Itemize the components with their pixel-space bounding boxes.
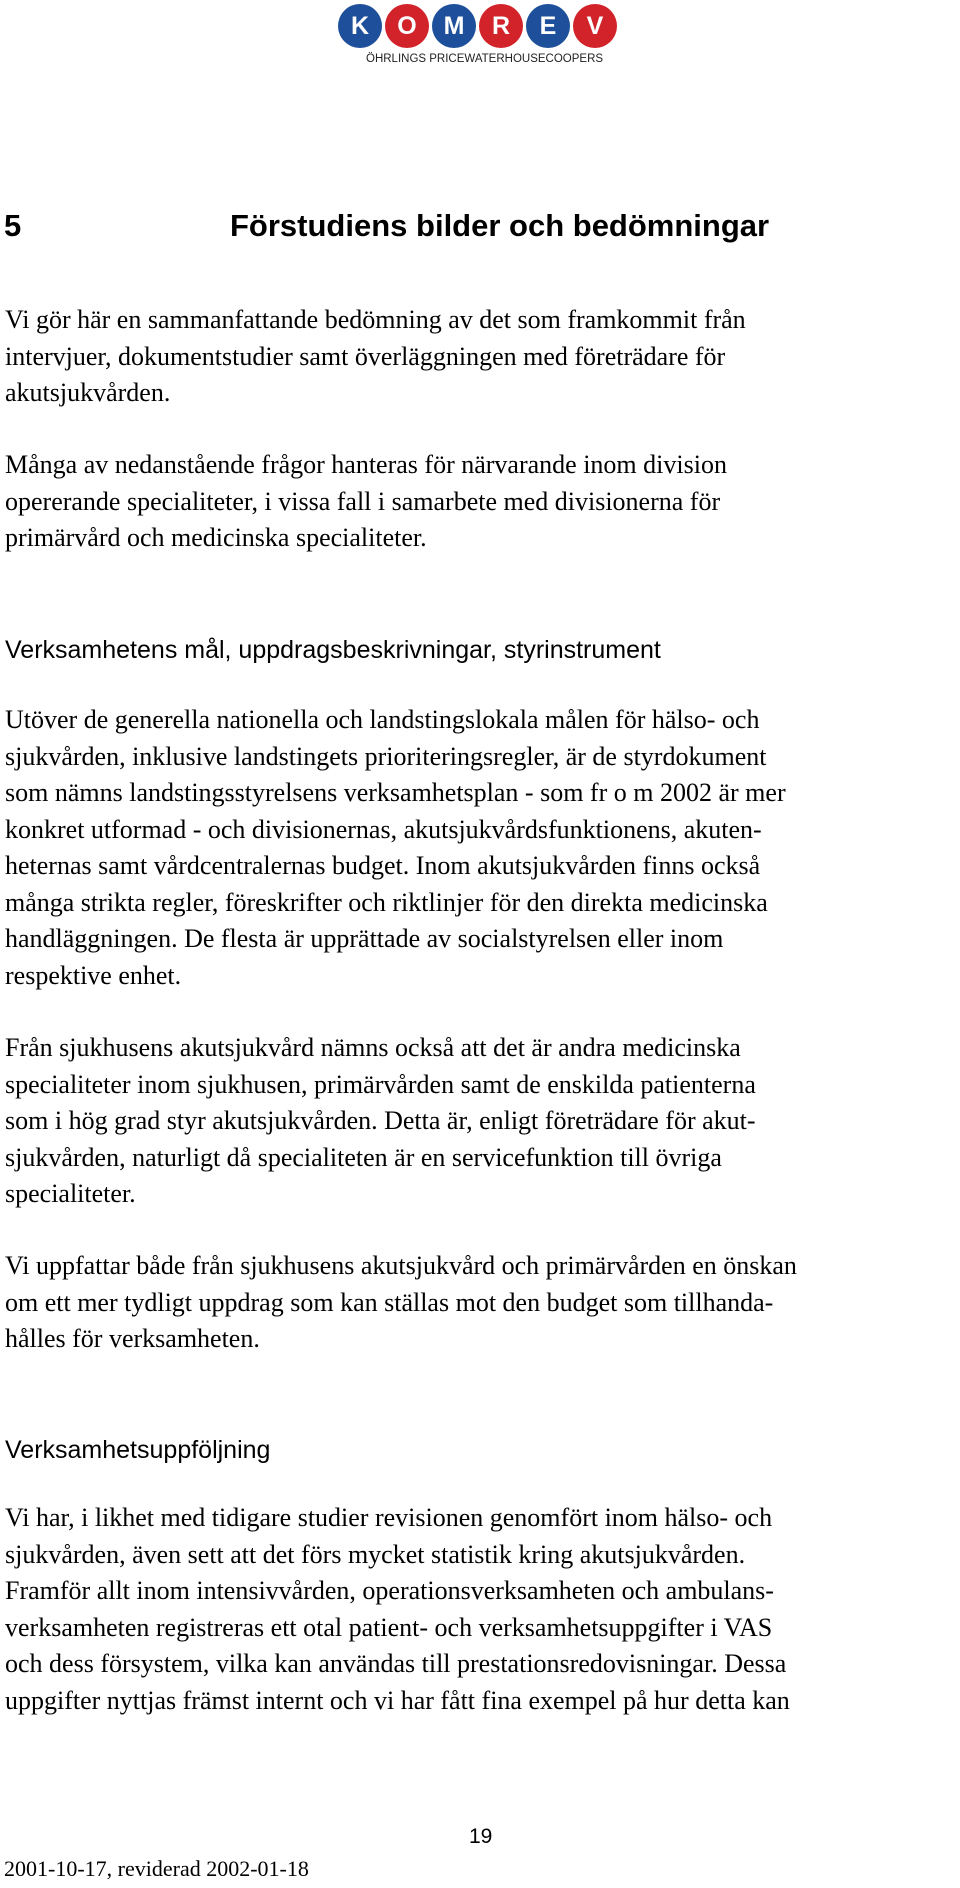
text-line: Utöver de generella nationella och landstingslokala målen för hälso- och [5, 705, 760, 734]
logo-letter-e: E [526, 4, 570, 48]
logo-subtitle: ÖHRLINGS PRICEWATERHOUSECOOPERS [366, 53, 604, 65]
logo-letter-o: O [385, 4, 429, 48]
footer-date: 2001-10-17, reviderad 2002-01-18 [4, 1856, 309, 1881]
section-heading-goals: Verksamhetens mål, uppdragsbeskrivningar, styrinstrument [5, 636, 661, 664]
text-line: Många av nedanstående frågor hanteras för närvarande inom division [5, 450, 727, 479]
text-line: uppgifter nyttjas främst internt och vi har fått fina exempel på hur detta kan [5, 1685, 790, 1715]
text-line: intervjuer, dokumentstudier samt överläggningen med företrädare för [5, 341, 726, 371]
logo-letters [338, 4, 638, 48]
text-line: som i hög grad styr akutsjukvården. Detta är, enligt företrädare för akut- [5, 1106, 756, 1135]
chapter-number: 5 [4, 208, 22, 243]
text-line: hålles för verksamheten. [5, 1324, 260, 1353]
goals-paragraph-1 [5, 702, 955, 994]
text-line: Vi gör här en sammanfattande bedömning av det som framkommit från [5, 305, 746, 334]
text-line: heternas samt vårdcentralernas budget. Inom akutsjukvården finns också [5, 851, 761, 880]
text-line: specialiteter inom sjukhusen, primärvården samt de enskilda patienterna [5, 1069, 756, 1099]
intro-paragraph-1 [5, 302, 955, 412]
intro-paragraph-2 [5, 447, 955, 557]
text-line: Vi uppfattar både från sjukhusens akutsjukvård och primärvården en önskan [5, 1251, 797, 1280]
logo-letter-v: V [573, 4, 617, 48]
followup-paragraph-1 [5, 1500, 955, 1719]
logo-letter-m: M [432, 4, 476, 48]
text-line: respektive enhet. [5, 960, 182, 990]
text-line: Från sjukhusens akutsjukvård nämns också att det är andra medicinska [5, 1033, 741, 1062]
text-line: opererande specialiteter, i vissa fall i samarbete med divisionerna för [5, 486, 721, 516]
text-line: Framför allt inom intensivvården, operationsverksamheten och ambulans- [5, 1576, 774, 1605]
page-number: 19 [469, 1825, 493, 1848]
text-line: akutsjukvården. [5, 378, 171, 407]
section-heading-followup: Verksamhetsuppföljning [5, 1436, 271, 1464]
komrev-logo [338, 4, 638, 68]
text-line: specialiteter. [5, 1179, 136, 1208]
logo-letter-k: K [338, 4, 382, 48]
text-line: primärvård och medicinska specialiteter. [5, 523, 427, 552]
goals-paragraph-3 [5, 1248, 955, 1358]
text-line: många strikta regler, föreskrifter och riktlinjer för den direkta medicinska [5, 887, 768, 917]
text-line: om ett mer tydligt uppdrag som kan ställas mot den budget som tillhanda- [5, 1287, 774, 1317]
text-line: Vi har, i likhet med tidigare studier revisionen genomfört inom hälso- och [5, 1503, 773, 1532]
text-line: och dess försystem, vilka kan användas till prestationsredovisningar. Dessa [5, 1649, 787, 1678]
text-line: verksamheten registreras ett otal patient- och verksamhetsuppgifter i VAS [5, 1612, 773, 1642]
text-line: handläggningen. De flesta är upprättade av socialstyrelsen eller inom [5, 924, 724, 953]
logo-letter-r: R [479, 4, 523, 48]
chapter-title: Förstudiens bilder och bedömningar [230, 208, 770, 243]
text-line: sjukvården, även sett att det förs mycket statistik kring akutsjukvården. [5, 1539, 746, 1569]
text-line: sjukvården, naturligt då specialiteten är en servicefunktion till övriga [5, 1142, 722, 1172]
text-line: sjukvården, inklusive landstingets prioriteringsregler, är de styrdokument [5, 741, 767, 771]
text-line: som nämns landstingsstyrelsens verksamhetsplan - som fr o m 2002 är mer [5, 778, 786, 807]
text-line: konkret utformad - och divisionernas, akutsjukvårdsfunktionens, akuten- [5, 814, 762, 844]
goals-paragraph-2 [5, 1030, 955, 1213]
